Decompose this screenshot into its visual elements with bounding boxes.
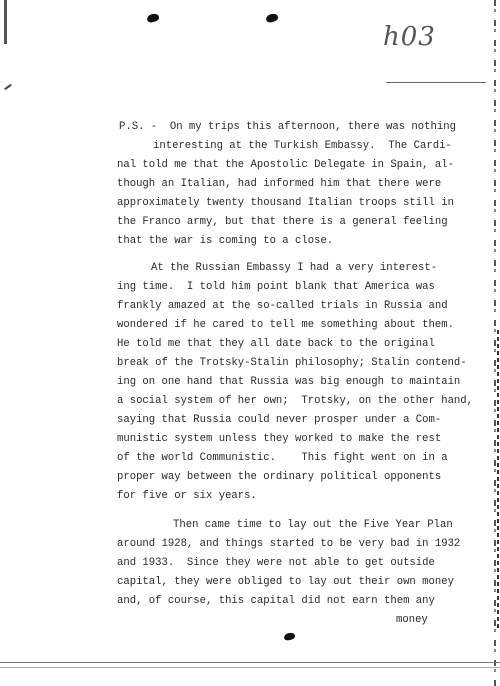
- text-line: though an Italian, had informed him that there were: [117, 178, 442, 190]
- text-line: ing time. I told him point blank that America was: [117, 281, 435, 293]
- text-line: saying that Russia could never prosper under a Com-: [117, 414, 442, 426]
- text-line: proper way between the ordinary political opponents: [117, 471, 442, 483]
- text-line: of the world Communistic. This fight went on in a: [117, 452, 448, 464]
- text-line: and, of course, this capital did not earn them any: [117, 595, 435, 607]
- text-line: At the Russian Embassy I had a very interest-: [151, 262, 438, 274]
- handwritten-page-number: h03: [383, 22, 436, 52]
- text-line: ing on one hand that Russia was big enough to maintain: [117, 376, 461, 388]
- text-line: capital, they were obliged to lay out their own money: [117, 576, 454, 588]
- text-line: a social system of her own; Trotsky, on the other hand,: [117, 395, 474, 407]
- text-line: the Franco army, but that there is a general feeling: [117, 216, 448, 228]
- text-line: frankly amazed at the so-called trials in Russia and: [117, 300, 448, 312]
- text-line: He told me that they all date back to the original: [117, 338, 435, 350]
- text-line: approximately twenty thousand Italian troops still in: [117, 197, 454, 209]
- text-line: money: [396, 614, 428, 626]
- text-line: break of the Trotsky-Stalin philosophy; Stalin contend-: [117, 357, 467, 369]
- text-line: around 1928, and things started to be very bad in 1932: [117, 538, 461, 550]
- text-line: and 1933. Since they were not able to get outside: [117, 557, 435, 569]
- text-line: interesting at the Turkish Embassy. The Cardi-: [153, 140, 452, 152]
- text-line: that the war is coming to a close.: [117, 235, 334, 247]
- text-line: Then came time to lay out the Five Year Plan: [173, 519, 453, 531]
- text-line: P.S. - On my trips this afternoon, there was nothing: [119, 121, 456, 133]
- text-line: munistic system unless they worked to make the rest: [117, 433, 442, 445]
- text-line: for five or six years.: [117, 490, 257, 502]
- text-line: nal told me that the Apostolic Delegate in Spain, al-: [117, 159, 454, 171]
- text-line: wondered if he cared to tell me something about them.: [117, 319, 454, 331]
